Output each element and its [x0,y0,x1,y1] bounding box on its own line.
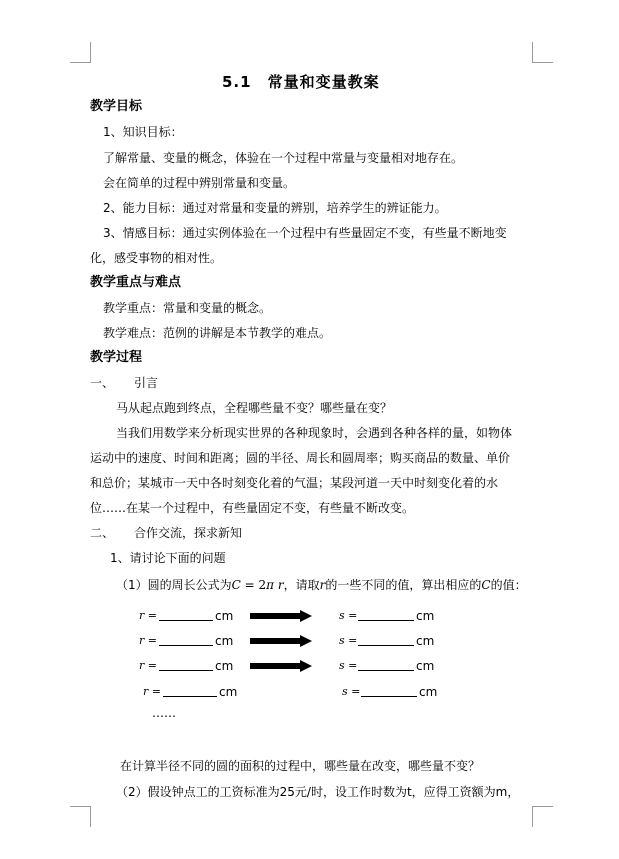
heading-teaching-goals: 教学目标 [90,99,143,114]
circumference-blank[interactable] [361,685,417,697]
part1-number: 一、 [90,376,115,390]
ability-goal: 2、能力目标：通过对常量和变量的辨别，培养学生的辨证能力。 [103,201,447,215]
radius-unit: cm [215,634,234,648]
ellipsis: …… [152,706,176,720]
circumference-unit: cm [416,659,435,673]
radius-label: r = [139,609,157,622]
corner-mark-top-right [532,42,553,63]
circumference-unit: cm [416,609,435,623]
question-2-area: 在计算半径不同的圆的面积的过程中，哪些量在改变，哪些量不变？ [120,759,481,773]
circumference-unit: cm [419,685,438,699]
circumference-blank[interactable] [358,659,414,671]
emotion-goal-line2: 化，感受事物的相对性。 [90,251,223,265]
formula-equals-2: = 2 [240,578,267,592]
knowledge-goal-line2: 会在简单的过程中辨别常量和变量。 [103,176,296,190]
difficult-point: 教学难点：范例的讲解是本节教学的难点。 [103,326,332,340]
formula-r: r [277,578,284,592]
corner-mark-top-left [70,42,91,63]
arrow-icon [250,660,312,672]
question-1-suffix: 的一些不同的值，算出相应的 [325,578,482,592]
question-1-prefix: （1）圆的周长公式为 [116,578,232,592]
radius-unit: cm [215,609,234,623]
circumference-label: s = [339,659,358,672]
radius-unit: cm [215,659,234,673]
arrow-icon [250,610,312,622]
question-2-wage: （2）假设钟点工的工资标准为25元/时，设工作时数为t，应得工资额为m， [116,785,520,799]
arrow-icon [250,635,312,647]
var-r: r [319,578,326,592]
circumference-blank[interactable] [358,634,414,646]
question-1-end: 的值： [490,578,527,592]
key-point: 教学重点：常量和变量的概念。 [103,301,272,315]
radius-blank[interactable] [163,685,217,697]
page-title: 5.1 常量和变量教案 [222,73,380,91]
radius-label: r = [143,685,161,698]
circumference-unit: cm [416,634,435,648]
part2-title: 合作交流，探求新知 [134,526,243,540]
intro-question: 马从起点跑到终点，全程哪些量不变？哪些量在变？ [116,401,393,415]
knowledge-goal-label: 1、知识目标： [103,125,183,139]
radius-unit: cm [219,685,238,699]
corner-mark-bottom-right [532,806,553,827]
circumference-label: s = [342,685,361,698]
radius-label: r = [139,634,157,647]
heading-key-points: 教学重点与难点 [90,275,182,290]
heading-teaching-process: 教学过程 [90,350,143,365]
radius-blank[interactable] [159,659,213,671]
radius-label: r = [139,659,157,672]
intro-paragraph-line3: 和总价；某城市一天中各时刻变化着的气温；某段河道一天中时刻变化着的水 [90,476,499,490]
intro-paragraph-line1: 当我们用数学来分析现实世界的各种现象时，会遇到各种各样的量，如物体 [116,426,513,440]
formula-pi: π [266,578,275,592]
circumference-blank[interactable] [358,609,414,621]
part1-title: 引言 [134,376,159,390]
var-c: C [481,578,491,592]
part2-number: 二、 [90,526,115,540]
intro-paragraph-line4: 位……在某一个过程中，有些量固定不变，有些量不断改变。 [90,501,415,515]
circumference-label: s = [339,634,358,647]
question-1-mid: ，请取 [283,578,320,592]
circumference-label: s = [339,609,358,622]
emotion-goal-line1: 3、情感目标：通过实例体验在一个过程中有些量固定不变，有些量不断地变 [103,226,507,240]
corner-mark-bottom-left [70,806,91,827]
intro-paragraph-line2: 运动中的速度、时间和距离；圆的半径、周长和圆周率；购买商品的数量、单价 [90,451,511,465]
knowledge-goal-line1: 了解常量、变量的概念，体验在一个过程中常量与变量相对地存在。 [103,151,464,165]
radius-blank[interactable] [159,609,213,621]
discussion-label: 1、请讨论下面的问题 [110,551,226,565]
radius-blank[interactable] [159,634,213,646]
formula-c: C [231,578,241,592]
question-1 [116,577,527,593]
